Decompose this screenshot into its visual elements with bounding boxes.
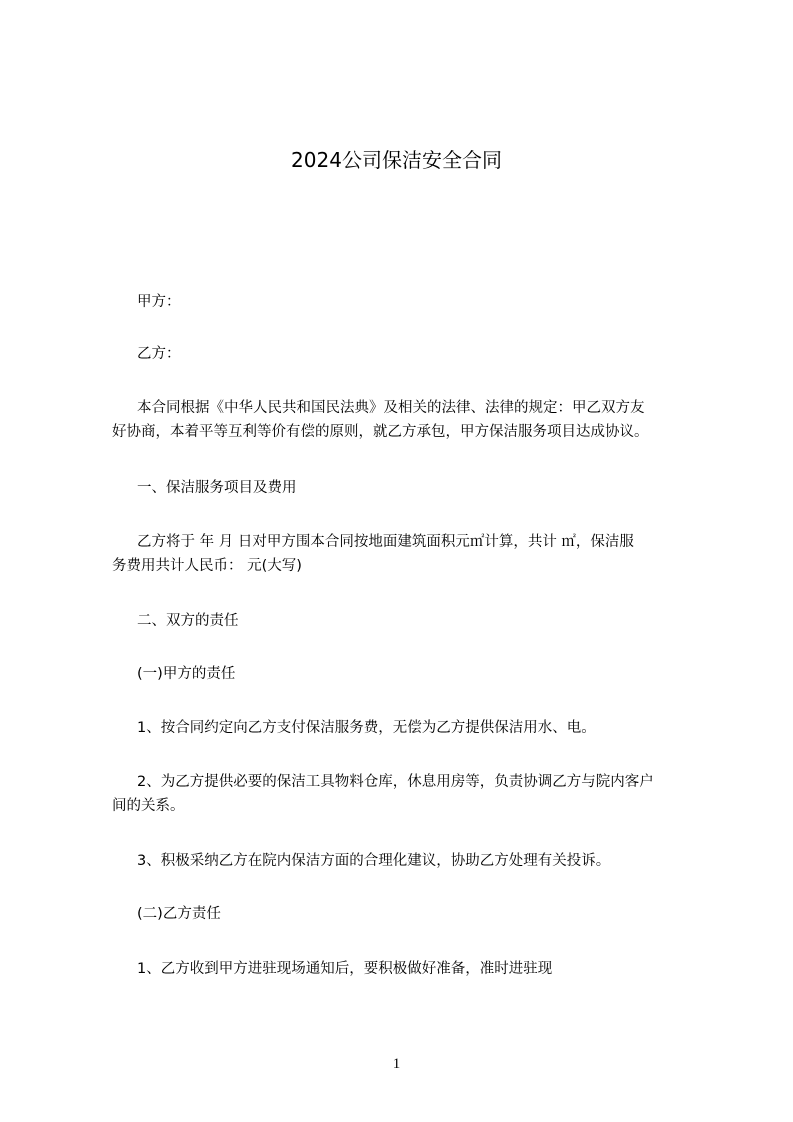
- paragraph-line: (一)甲方的责任: [137, 666, 236, 682]
- paragraph-line: 2、为乙方提供必要的保洁工具物料仓库，休息用房等，负责协调乙方与院内客户: [137, 774, 654, 790]
- paragraph: [112, 609, 692, 633]
- paragraph-line: (二)乙方责任: [137, 906, 221, 922]
- paragraph: [112, 902, 692, 926]
- page-number: 1: [392, 1056, 401, 1072]
- paragraph: [112, 342, 692, 366]
- document-title: 2024公司保洁安全合同: [291, 148, 502, 172]
- paragraph-line: 1、按合同约定向乙方支付保洁服务费，无偿为乙方提供保洁用水、电。: [137, 720, 596, 736]
- paragraph: [112, 662, 692, 686]
- paragraph-line: 二、双方的责任: [137, 613, 239, 629]
- paragraph: [112, 849, 692, 873]
- paragraph-line: 好协商，本着平等互利等价有偿的原则，就乙方承包，甲方保洁服务项目达成协议。: [112, 424, 649, 440]
- paragraph-line: 3、积极采纳乙方在院内保洁方面的合理化建议，协助乙方处理有关投诉。: [137, 853, 611, 869]
- paragraph: [112, 530, 692, 578]
- paragraph-line: 乙方将于 年 月 日对甲方围本合同按地面建筑面积元㎡计算，共计 ㎡，保洁服: [137, 534, 634, 550]
- paragraph: [112, 770, 692, 818]
- paragraph: [112, 396, 692, 444]
- paragraph-line: 间的关系。: [112, 798, 185, 814]
- paragraph: [112, 716, 692, 740]
- paragraph-line: 乙方：: [137, 346, 181, 362]
- paragraph: [112, 957, 692, 981]
- paragraph-line: 一、保洁服务项目及费用: [137, 480, 297, 496]
- paragraph-line: 务费用共计人民币： 元(大写): [112, 558, 302, 574]
- paragraph: [112, 476, 692, 500]
- paragraph-line: 甲方：: [137, 294, 181, 310]
- paragraph: [112, 290, 692, 314]
- paragraph-line: 1、乙方收到甲方进驻现场通知后，要积极做好准备，准时进驻现: [137, 961, 553, 977]
- paragraph-line: 本合同根据《中华人民共和国民法典》及相关的法律、法律的规定：甲乙双方友: [137, 400, 645, 416]
